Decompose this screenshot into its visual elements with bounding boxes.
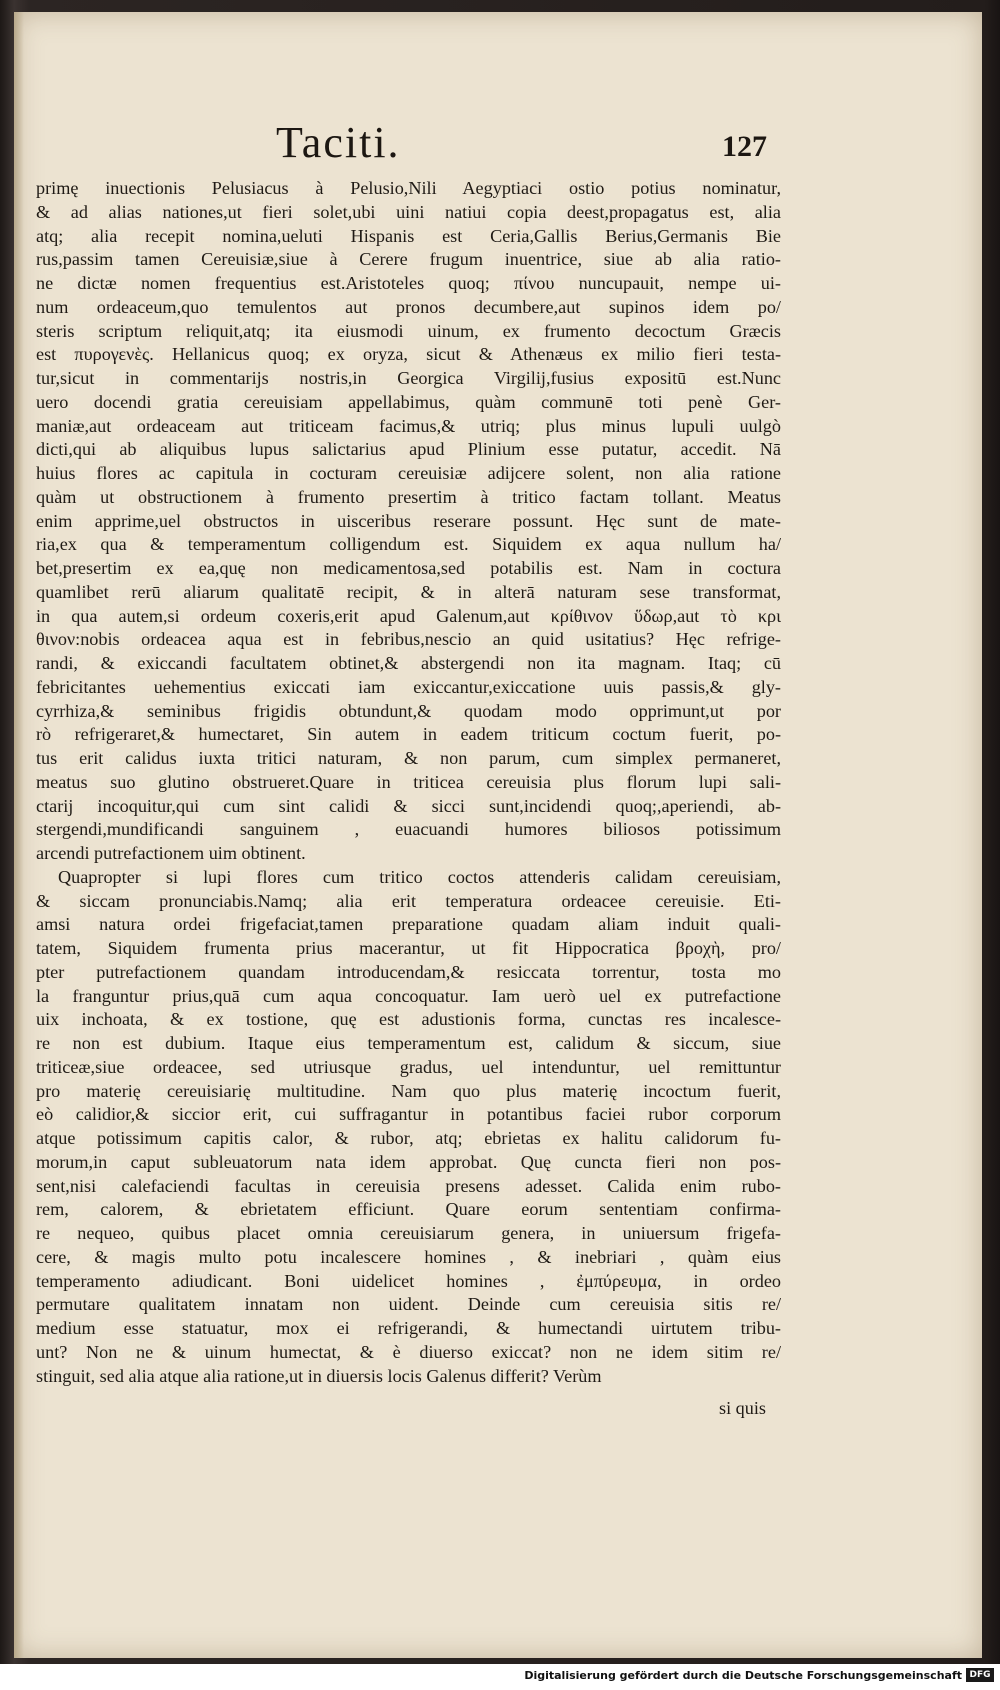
text-line: pter putrefactionem quandam introducendam,& resiccata torrentur, tosta mo xyxy=(36,961,781,982)
text-line: atq; alia recepit nomina,ueluti Hispanis est Ceria,Gallis Berius,Germanis Bie xyxy=(36,225,781,246)
book-page xyxy=(14,12,982,1658)
text-line: arcendi putrefactionem uim obtinent. xyxy=(36,843,306,863)
text-line: bet,presertim ex ea,quę non medicamentosa,sed potabilis est. Nam in coctura xyxy=(36,558,781,578)
text-line: medium esse statuatur, mox ei refrigerandi, & humectandi uirtutem tribu- xyxy=(36,1318,781,1338)
text-line: rem, calorem, & ebrietatem efficiunt. Quare eorum sententiam confirma- xyxy=(36,1199,781,1220)
text-line: stinguit, sed alia atque alia ratione,ut in diuersis locis Galenus differit? Verùm xyxy=(36,1365,602,1386)
text-line: triticeæ,siue ordeacee, sed utriusque gradus, uel intenduntur, uel remittuntur xyxy=(36,1056,781,1077)
text-line: la franguntur prius,quā cum aqua concoquatur. Iam uerò uel ex putrefactione xyxy=(36,985,781,1006)
page-number: 127 xyxy=(722,130,767,163)
text-line: tus erit calidus iuxta tritici naturam, & non parum, cum simplex permaneret, xyxy=(36,748,781,768)
text-line: enim apprime,uel obstructos in uisceribus reserare possunt. Hęc sunt de mate- xyxy=(36,510,781,531)
text-line: maniæ,aut ordeaceam aut triticeam facimus,& utriq; plus minus lupuli uulgò xyxy=(36,415,781,436)
text-line: uero docendi gratia cereuisiam appellabimus, quàm communē toti penè Ger- xyxy=(36,391,781,412)
text-line: tur,sicut in commentarijs nostris,in Georgica Virgilij,fusius expositū est.Nunc xyxy=(36,368,781,388)
text-line: in qua autem,si ordeum coxeris,erit apud Galenum,aut κρίθινον ὕδωρ,aut τὸ κρι xyxy=(36,605,781,626)
text-line: re non est dubium. Itaque eius temperamentum est, calidum & siccum, siue xyxy=(36,1033,781,1053)
text-line: & siccam pronunciabis.Namq; alia erit temperatura ordeacee cereuisie. Eti- xyxy=(36,890,781,911)
text-line: stergendi,mundificandi sanguinem , euacuandi humores biliosos potissimum xyxy=(36,819,781,840)
text-line: Quapropter si lupi flores cum tritico coctos attenderis calidam cereuisiam, xyxy=(58,866,781,887)
catchword: si quis xyxy=(719,1398,766,1418)
text-line: cere, & magis multo potu incalescere homines , & inebriari , quàm eius xyxy=(36,1246,781,1267)
text-line: est πυρογενὲς. Hellanicus quoq; ex oryza, sicut & Athenæus ex milio fieri testa- xyxy=(36,344,781,365)
text-line: θινον:nobis ordeacea aqua est in febribus,nescio an quid usitatius? Hęc refrige- xyxy=(36,629,781,650)
text-line: cyrrhiza,& seminibus frigidis obtundunt,& quodam modo opprimunt,ut por xyxy=(36,700,781,721)
text-line: tatem, Siquidem frumenta prius macerantur, ut fit Hippocratica βροχὴ, pro/ xyxy=(36,938,781,958)
running-title: Taciti. xyxy=(276,118,401,167)
text-line: sent,nisi calefaciendi facultas in cereuisia presens adesset. Calida enim rubo- xyxy=(36,1175,781,1196)
text-line: febricitantes uehementius exiccati iam exiccantur,exiccatione uuis passis,& gly- xyxy=(36,676,781,697)
text-line: amsi natura ordei frigefaciat,tamen preparatione quadam aliam induit quali- xyxy=(36,914,781,935)
text-line: randi, & exiccandi facultatem obtinet,& abstergendi non ita magnam. Itaq; cū xyxy=(36,653,781,673)
text-line: eò calidior,& siccior erit, cui suffragantur in potantibus faciei rubor corporum xyxy=(36,1104,781,1125)
text-line: pro materię cereuisiarię multitudine. Nam quo plus materię incoctum fuerit, xyxy=(36,1080,781,1101)
text-line: permutare qualitatem innatam non uident. Deinde cum cereuisia sitis re/ xyxy=(36,1294,781,1315)
text-line: primę inuectionis Pelusiacus à Pelusio,Nili Aegyptiaci ostio potius nominatur, xyxy=(36,178,781,198)
body-text xyxy=(36,177,781,1388)
text-line: dicti,qui ab aliquibus lupus salictarius apud Plinium esse putatur, accedit. Nā xyxy=(36,439,781,460)
text-line: atque potissimum capitis calor, & rubor, atq; ebrietas ex halitu calidorum fu- xyxy=(36,1128,781,1148)
text-line: temperamento adiudicant. Boni uidelicet homines , ἐμπύρευμα, in ordeo xyxy=(36,1270,781,1291)
dfg-logo: DFG xyxy=(966,1668,994,1682)
text-line: morum,in caput subleuatorum nata idem approbat. Quę cuncta fieri non pos- xyxy=(36,1151,781,1172)
footer-bar xyxy=(0,1664,1000,1690)
text-line: quàm ut obstructionem à frumento presertim à tritico factam tollant. Meatus xyxy=(36,486,781,507)
text-line: re nequeo, quibus placet omnia cereuisiarum genera, in uniuersum frigefa- xyxy=(36,1223,781,1243)
text-line: ctarij incoquitur,qui cum sint calidi & sicci sunt,incidendi quoq;,aperiendi, ab- xyxy=(36,795,781,816)
text-line: huius flores ac capitula in cocturam cereuisiæ adijcere solent, non alia ratione xyxy=(36,463,781,483)
text-line: ne dictæ nomen frequentius est.Aristoteles quoq; πίνου nuncupauit, nempe ui- xyxy=(36,273,781,293)
text-line: steris scriptum reliquit,atq; ita eiusmodi uinum, ex frumento decoctum Græcis xyxy=(36,320,781,341)
text-line: ria,ex qua & temperamentum colligendum est. Siquidem ex aqua nullum ha/ xyxy=(36,534,781,555)
text-line: uix inchoata, & ex tostione, quę est adustionis forma, cunctas res incalesce- xyxy=(36,1009,781,1030)
text-line: quamlibet rerū aliarum qualitatē recipit, & in alterā naturam sese transformat, xyxy=(36,581,781,602)
text-line: & ad alias nationes,ut fieri solet,ubi uini natiui copia deest,propagatus est, alia xyxy=(36,201,781,222)
text-line: rus,passim tamen Cereuisiæ,siue à Cerere frugum inuentrice, siue ab alia ratio- xyxy=(36,249,781,270)
text-line: num ordeaceum,quo temulentos aut pronos decumbere,aut supinos idem po/ xyxy=(36,296,781,317)
funding-credit: Digitalisierung gefördert durch die Deutsche Forschungsgemeinschaft xyxy=(524,1669,962,1682)
text-line: rò refrigeraret,& humectaret, Sin autem in eadem triticum coctum fuerit, po- xyxy=(36,724,781,745)
text-line: meatus suo glutino obstrueret.Quare in triticea cereuisia plus florum lupi sali- xyxy=(36,771,781,792)
text-line: unt? Non ne & uinum humectat, & è diuerso exiccat? non ne idem sitim re/ xyxy=(36,1341,781,1362)
